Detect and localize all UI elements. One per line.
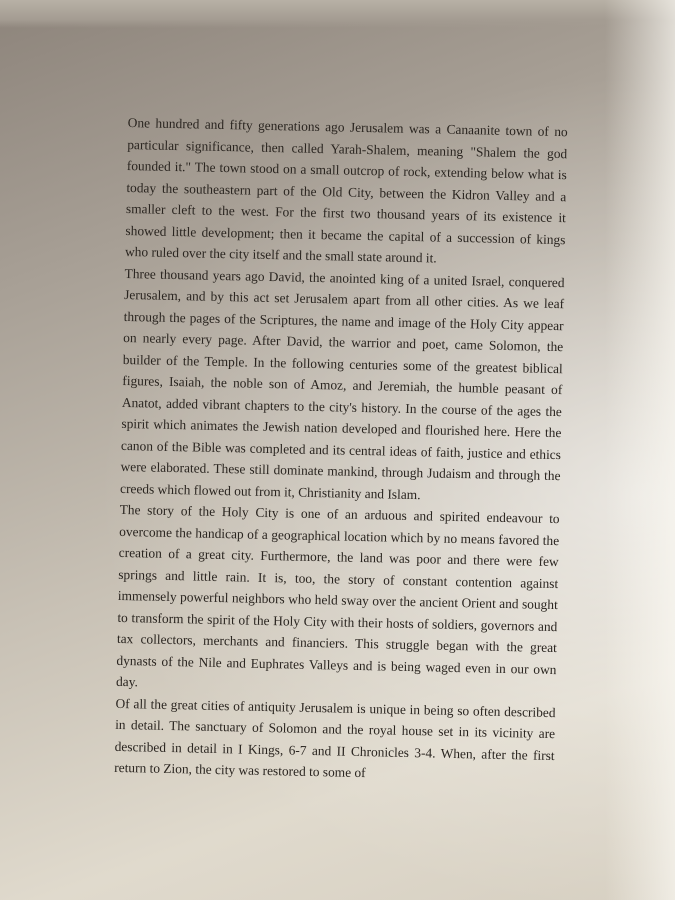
paragraph-4: Of all the great cities of antiquity Jerusalem is unique in being so often described in detail. The sanctuary of Solomon and the royal house set in its vicinity are described in detail in I Kings, 6-7 and II Chronicles 3-4. When, after the first return to Zion, the city was restored to some of [114, 695, 556, 781]
page-top-shadow [0, 0, 675, 28]
paragraph-3: The story of the Holy City is one of an arduous and spirited endeavour to overcome the handicap of a geographical location which by no means favored the creation of a great city. Furthermore, the land was poor and there were few springs and little rain. It is, too, the story of constant contention against immensely powerful neighbors who held sway over the ancient Orient and sought to transform the spirit of the Holy City with their hosts of soldiers, governors and tax collectors, merchants and financiers. This struggle began with the great dynasts of the Nile and Euphrates Valleys and is being waged even in our own day. [115, 501, 560, 690]
paragraph-1: One hundred and fifty generations ago Jerusalem was a Canaanite town of no particular significance, then called Yarah-Shalem, meaning "Shalem the god founded it." The town stood on a small outcrop of rock, extending below what is today the southeastern part of the Old City, between the Kidron Valley and a smaller cleft to the west. For the first two thousand years of its existence it showed little development; then it became the capital of a succession of kings who ruled over the city itself and the small state around it. [124, 114, 568, 266]
body-text [114, 112, 568, 788]
paragraph-2: Three thousand years ago David, the anointed king of a united Israel, conquered Jerusalem, and by this act set Jerusalem apart from all other cities. As we leaf through the pages of the Scriptures, the name and image of the Holy City appear on nearly every page. After David, the warrior and poet, came Solomon, the builder of the Temple. In the following centuries some of the greatest biblical figures, Isaiah, the noble son of Amoz, and Jeremiah, the humble peasant of Anatot, added vibrant chapters to the city's history. In the course of the ages the spirit which animates the Jewish nation developed and flourished here. Here the canon of the Bible was completed and its central ideas of faith, justice and ethics were elaborated. These still dominate mankind, through Judaism and through the creeds which flowed out from it, Christianity and Islam. [119, 265, 565, 502]
page-highlight [605, 0, 675, 900]
